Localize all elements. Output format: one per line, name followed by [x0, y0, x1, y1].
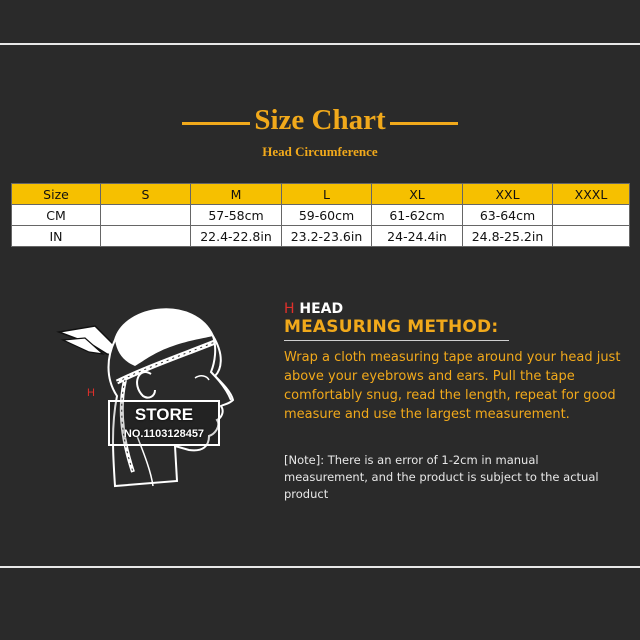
- method-head-word: HEAD: [299, 301, 344, 317]
- table-cell: [101, 205, 191, 226]
- table-cell: [101, 226, 191, 247]
- table-cell: 63-64cm: [463, 205, 553, 226]
- method-instructions: Wrap a cloth measuring tape around your head just above your eyebrows and ears. Pull the tape comfortably snug, read the length, repeat for good measure and use the largest measurement.: [284, 350, 621, 422]
- bottom-divider: [0, 566, 640, 568]
- table-cell: 61-62cm: [372, 205, 463, 226]
- page-subtitle: Head Circumference: [262, 144, 378, 159]
- title-rule-left: [182, 122, 250, 125]
- table-row: [12, 205, 630, 226]
- table-cell: [553, 226, 630, 247]
- table-cell: 22.4-22.8in: [191, 226, 282, 247]
- table-cell: 59-60cm: [282, 205, 372, 226]
- store-watermark: [108, 400, 220, 446]
- top-divider: [0, 43, 640, 45]
- table-header-cell: XXL: [463, 184, 553, 205]
- table-header-row: [12, 184, 630, 205]
- table-header-cell: L: [282, 184, 372, 205]
- table-header-cell: XL: [372, 184, 463, 205]
- table-row-label: IN: [12, 226, 101, 247]
- table-header-cell: XXXL: [553, 184, 630, 205]
- table-cell: 24.8-25.2in: [463, 226, 553, 247]
- table-row: [12, 226, 630, 247]
- table-row-label: CM: [12, 205, 101, 226]
- head-measurement-illustration: [55, 296, 245, 491]
- table-header-cell: M: [191, 184, 282, 205]
- table-cell: 24-24.4in: [372, 226, 463, 247]
- method-h-letter: H: [284, 301, 295, 317]
- table-header-cell: Size: [12, 184, 101, 205]
- table-cell: [553, 205, 630, 226]
- method-title: MEASURING METHOD:: [284, 317, 499, 337]
- table-header-cell: S: [101, 184, 191, 205]
- title-row: [0, 100, 640, 140]
- title-rule-right: [390, 122, 458, 125]
- store-number: NO.1103128457: [123, 428, 205, 440]
- size-table: [11, 183, 630, 247]
- page-title: Size Chart: [254, 103, 386, 136]
- store-label: STORE: [134, 405, 194, 424]
- method-heading: [284, 301, 343, 317]
- table-cell: 57-58cm: [191, 205, 282, 226]
- method-underline: [284, 340, 509, 341]
- h-marker: H: [87, 387, 95, 399]
- table-cell: 23.2-23.6in: [282, 226, 372, 247]
- measurement-note: [Note]: There is an error of 1-2cm in manual measurement, and the product is subject to the actual product: [284, 453, 599, 501]
